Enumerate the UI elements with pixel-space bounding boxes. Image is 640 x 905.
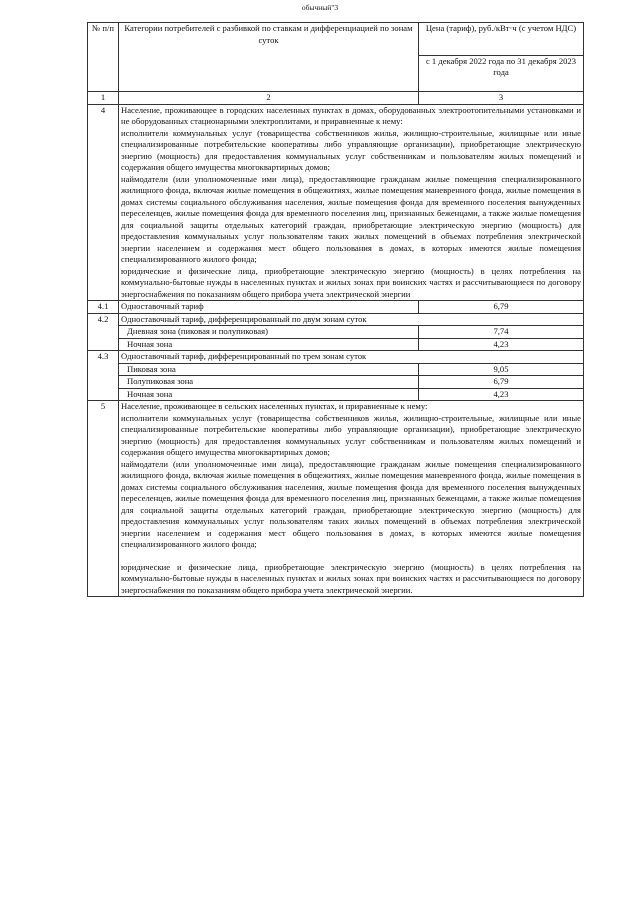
section-4-description xyxy=(119,104,584,301)
header-category: Категории потребителей с разбивкой по ставкам и дифференциацией по зонам суток xyxy=(119,23,419,92)
row-4-2-night-value: 4,23 xyxy=(419,338,584,351)
column-number-1: 1 xyxy=(88,92,119,105)
row-4-2-day-label: Дневная зона (пиковая и полупиковая) xyxy=(119,326,419,339)
row-4-3-night-label: Ночная зона xyxy=(119,388,419,401)
section-5-paragraph: Население, проживающее в сельских населенных пунктах, и приравненные к нему: xyxy=(121,401,428,411)
row-4-2-label: Одноставочный тариф, дифференцированный по двум зонам суток xyxy=(119,313,584,326)
row-4-2 xyxy=(88,313,584,326)
row-4-3-night xyxy=(88,388,584,401)
section-5-number: 5 xyxy=(88,401,119,597)
row-4-1-value: 6,79 xyxy=(419,301,584,314)
tariff-table xyxy=(87,22,584,597)
row-4-3-semi-label: Полупиковая зона xyxy=(119,376,419,389)
row-4-2-number: 4.2 xyxy=(88,313,119,351)
section-5-paragraph: юридические и физические лица, приобретающие электрическую энергию (мощность) в целях потребления на коммунально-бытовые нужды в населенных пунктах и жилых зонах при воинских частях и рассчитывающиеся по договору энергоснабжения по показаниям общего прибора учета электрической энергии. xyxy=(121,561,581,595)
page-top-fragment: обычный"3 xyxy=(301,3,339,12)
section-5-paragraph: исполнители коммунальных услуг (товарищества собственников жилья, жилищно-строительные, жилищные или иные специализированные потребительские кооперативы либо управляющие организации), приобретающие электрическую энергию (мощность) для предоставления коммунальных услуг собственникам и пользователям жилых помещений и содержания общего имущества многоквартирных домов; xyxy=(121,412,581,457)
header-period: с 1 декабря 2022 года по 31 декабря 2023 года xyxy=(419,55,584,91)
row-4-1-number: 4.1 xyxy=(88,301,119,314)
row-4-2-day-value: 7,74 xyxy=(419,326,584,339)
section-4-paragraph: исполнители коммунальных услуг (товарищества собственников жилья, жилищно-строительные, жилищные или иные специализированные потребительские кооперативы либо управляющие организации), приобретающие электрическую энергию (мощность) для предоставления коммунальных услуг собственникам и пользователям жилых помещений и содержания общего имущества многоквартирных домов; xyxy=(121,127,581,172)
section-5-row xyxy=(88,401,584,597)
row-4-2-night-label: Ночная зона xyxy=(119,338,419,351)
column-number-3: 3 xyxy=(419,92,584,105)
header-price: Цена (тариф), руб./кВт·ч (с учетом НДС) xyxy=(419,23,584,56)
row-4-2-day xyxy=(88,326,584,339)
column-number-row xyxy=(88,92,584,105)
row-4-3-label: Одноставочный тариф, дифференцированный по трем зонам суток xyxy=(119,351,584,364)
section-4-paragraph: наймодатели (или уполномоченные ими лица), предоставляющие гражданам жилые помещения специализированного жилищного фонда, включая жилые помещения в общежитиях, жилые помещения маневренного фонда, жилые помещения в домах системы социального обслуживания населения, жилые помещения фонда для временного поселения вынужденных переселенцев, жилые помещения фонда для временного поселения лиц, признанных беженцами, а также жилые помещения для социальной защиты отдельных категорий граждан, приобретающие электрическую энергию (мощность) для предоставления коммунальных услуг пользователям таких жилых помещений в объемах потребления электрической энергии населением и содержания мест общего пользования в домах, в которых имеются жилые помещения специализированного жилого фонда; xyxy=(121,173,581,264)
header-number: № п/п xyxy=(88,23,119,92)
section-5-paragraph: наймодатели (или уполномоченные ими лица), предоставляющие гражданам жилые помещения специализированного жилищного фонда, включая жилые помещения в общежитиях, жилые помещения маневренного фонда, жилые помещения в домах системы социального обслуживания населения, жилые помещения фонда для временного поселения вынужденных переселенцев, жилые помещения фонда для временного поселения лиц, признанных беженцами, а также жилые помещения для социальной защиты отдельных категорий граждан, приобретающие электрическую энергию (мощность) для предоставления коммунальных услуг пользователям таких жилых помещений в объемах потребления электрической энергии населением и содержания мест общего пользования в домах, в которых имеются жилые помещения специализированного жилого фонда; xyxy=(121,458,581,549)
row-4-3-semi-value: 6,79 xyxy=(419,376,584,389)
row-4-1 xyxy=(88,301,584,314)
section-5-description xyxy=(119,401,584,597)
row-4-3-night-value: 4,23 xyxy=(419,388,584,401)
section-4-row xyxy=(88,104,584,301)
row-4-3-peak xyxy=(88,363,584,376)
header-row xyxy=(88,23,584,56)
column-number-2: 2 xyxy=(119,92,419,105)
row-4-3-peak-value: 9,05 xyxy=(419,363,584,376)
section-4-paragraph: Население, проживающее в городских населенных пунктах в домах, оборудованных электроотопительными установками и не оборудованных стационарными электроплитами, и приравненные к нему: xyxy=(121,104,581,126)
row-4-1-label: Одноставочный тариф xyxy=(119,301,419,314)
section-4-number: 4 xyxy=(88,104,119,301)
row-4-3-peak-label: Пиковая зона xyxy=(119,363,419,376)
section-4-paragraph: юридические и физические лица, приобретающие электрическую энергию (мощность) в целях потребления на коммунально-бытовые нужды в населенных пунктах и жилых зонах при воинских частях и рассчитывающиеся по договору энергоснабжения по показаниям общего прибора учета электрической энергии xyxy=(121,265,581,299)
row-4-3 xyxy=(88,351,584,364)
row-4-2-night xyxy=(88,338,584,351)
row-4-3-number: 4.3 xyxy=(88,351,119,401)
row-4-3-semi xyxy=(88,376,584,389)
